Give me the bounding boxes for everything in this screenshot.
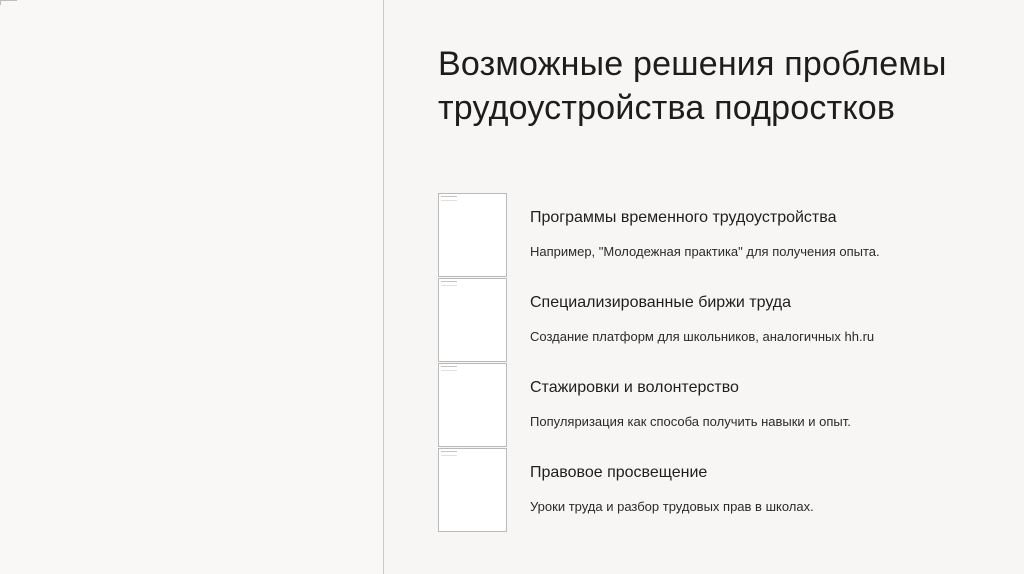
slide-title — [438, 42, 998, 130]
item-thumbnail — [438, 448, 507, 532]
slide-title-line-1: Возможные решения проблемы — [438, 45, 947, 83]
item-title: Правовое просвещение — [530, 464, 708, 481]
list-item — [438, 363, 998, 448]
item-description: Создание платформ для школьников, аналогичных hh.ru — [530, 329, 875, 344]
item-description: Уроки труда и разбор трудовых прав в школах. — [530, 499, 814, 514]
item-thumbnail — [438, 193, 507, 277]
item-title: Программы временного трудоустройства — [530, 209, 837, 226]
broken-image-icon — [441, 196, 457, 201]
item-title: Стажировки и волонтерство — [530, 379, 739, 396]
item-description: Например, "Молодежная практика" для получения опыта. — [530, 244, 880, 259]
solutions-list — [438, 193, 998, 533]
broken-image-icon — [441, 451, 457, 456]
list-item — [438, 193, 998, 278]
list-item — [438, 448, 998, 533]
list-item — [438, 278, 998, 363]
item-thumbnail — [438, 363, 507, 447]
item-title: Специализированные биржи труда — [530, 294, 792, 311]
slide-title-line-2: трудоустройства подростков — [438, 89, 896, 127]
item-thumbnail — [438, 278, 507, 362]
item-description: Популяризация как способа получить навыки и опыт. — [530, 414, 851, 429]
broken-image-icon — [0, 0, 17, 5]
left-image-panel — [0, 0, 384, 574]
broken-image-icon — [441, 366, 457, 371]
broken-image-icon — [441, 281, 457, 286]
